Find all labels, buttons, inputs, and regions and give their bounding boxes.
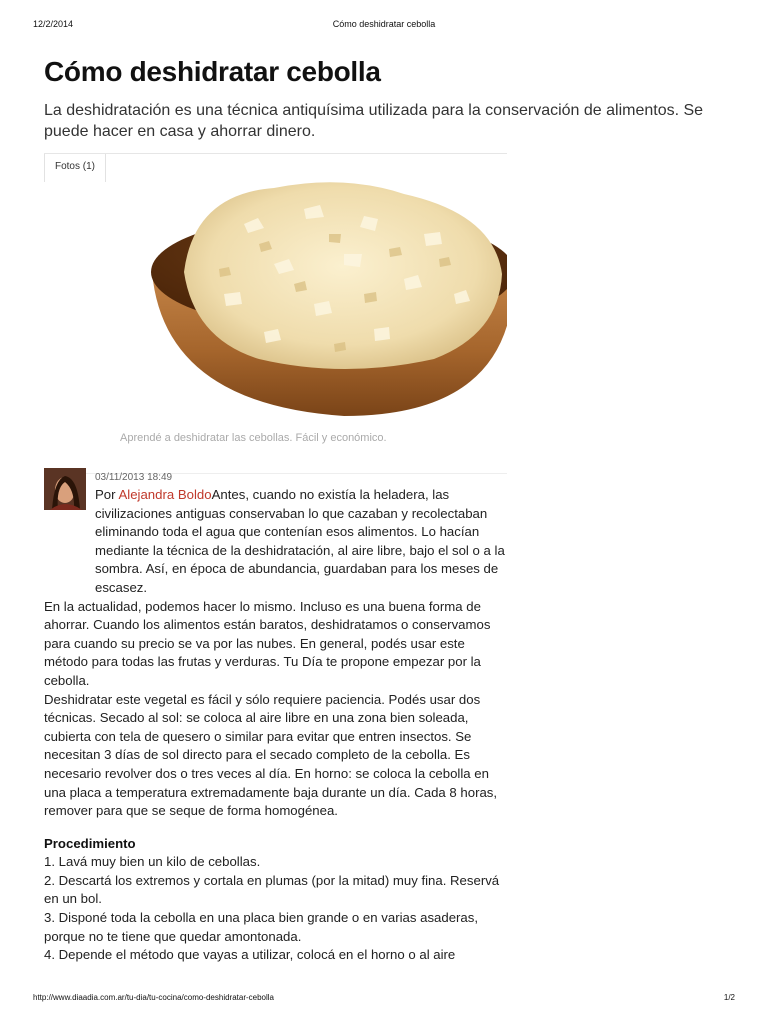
photo-caption: Aprendé a deshidratar las cebollas. Fácil y económico. xyxy=(120,432,387,444)
paragraph xyxy=(44,486,506,598)
list-item: 3. Disponé toda la cebolla en una placa bien grande o en varias asaderas, porque no te tiene que quedar amontonada. xyxy=(44,910,479,944)
publish-date: 03/11/2013 18:49 xyxy=(95,472,173,483)
procedure-steps xyxy=(44,853,506,965)
print-date: 12/2/2014 xyxy=(33,19,74,29)
print-footer xyxy=(33,993,735,1007)
byline xyxy=(44,486,506,598)
dried-onion-bowl-photo xyxy=(44,154,507,424)
print-title: Cómo deshidratar cebolla xyxy=(332,19,436,29)
author-link[interactable]: Alejandra Boldo xyxy=(118,487,212,502)
page-number: 1/2 xyxy=(723,993,735,1002)
page-url: http://www.diaadia.com.ar/tu-dia/tu-cocina/como-deshidratar-cebolla xyxy=(33,993,275,1002)
print-header xyxy=(33,19,735,33)
tab-photos[interactable]: Fotos (1) xyxy=(44,154,106,182)
list-item: 2. Descartá los extremos y cortala en plumas (por la mitad) muy fina. Reservá en un bol. xyxy=(44,872,500,907)
page-title: Cómo deshidratar cebolla xyxy=(44,56,381,87)
article-lead: La deshidratación es una técnica antiquísima utilizada para la conservación de alimentos. Se puede hacer en casa y ahorrar dinero. xyxy=(44,102,704,140)
byline-prefix: Por xyxy=(95,487,119,502)
paragraph: Deshidratar este vegetal es fácil y sólo requiere paciencia. Podés usar dos técnicas. Secado al sol: se coloca al aire libre en una zona bien soleada, cubierta con tela de quesero o similar para evitar que entren insectos. Se necesitan 3 días de sol directo para el secado completo de la cebolla. Es necesario revolver dos o tres veces al día. En horno: se coloca la cebolla en una placa a temperatura extremadamente baja durante un día. Cada 8 horas, remover para que se seque de forma homogénea. xyxy=(44,691,498,819)
paragraph: En la actualidad, podemos hacer lo mismo. Incluso es una buena forma de ahorrar. Cuando los alimentos están baratos, deshidratamos o conservamos para cuando su precio se va por las nubes. En general, podés usar este método para todas las frutas y verduras. Tu Día te propone empezar por la cebolla. xyxy=(44,598,491,688)
list-item: 1. Lavá muy bien un kilo de cebollas. xyxy=(44,854,261,870)
list-item: 4. Depende el método que vayas a utilizar, colocá en el horno o al aire xyxy=(44,947,456,963)
paragraph-text: Antes, cuando no existía la heladera, las civilizaciones antiguas conservaban lo que cazaban y recolectaban eliminando toda el agua que contenían esos alimentos. Lo hacían mediante la técnica de la deshidratación, al aire libre, bajo el sol o a la sombra. Así, en época de abundancia, guardaban para los meses de escasez. xyxy=(95,487,505,595)
article-body xyxy=(44,486,506,965)
photo-gallery xyxy=(44,153,507,439)
procedure-heading: Procedimiento xyxy=(44,835,136,851)
